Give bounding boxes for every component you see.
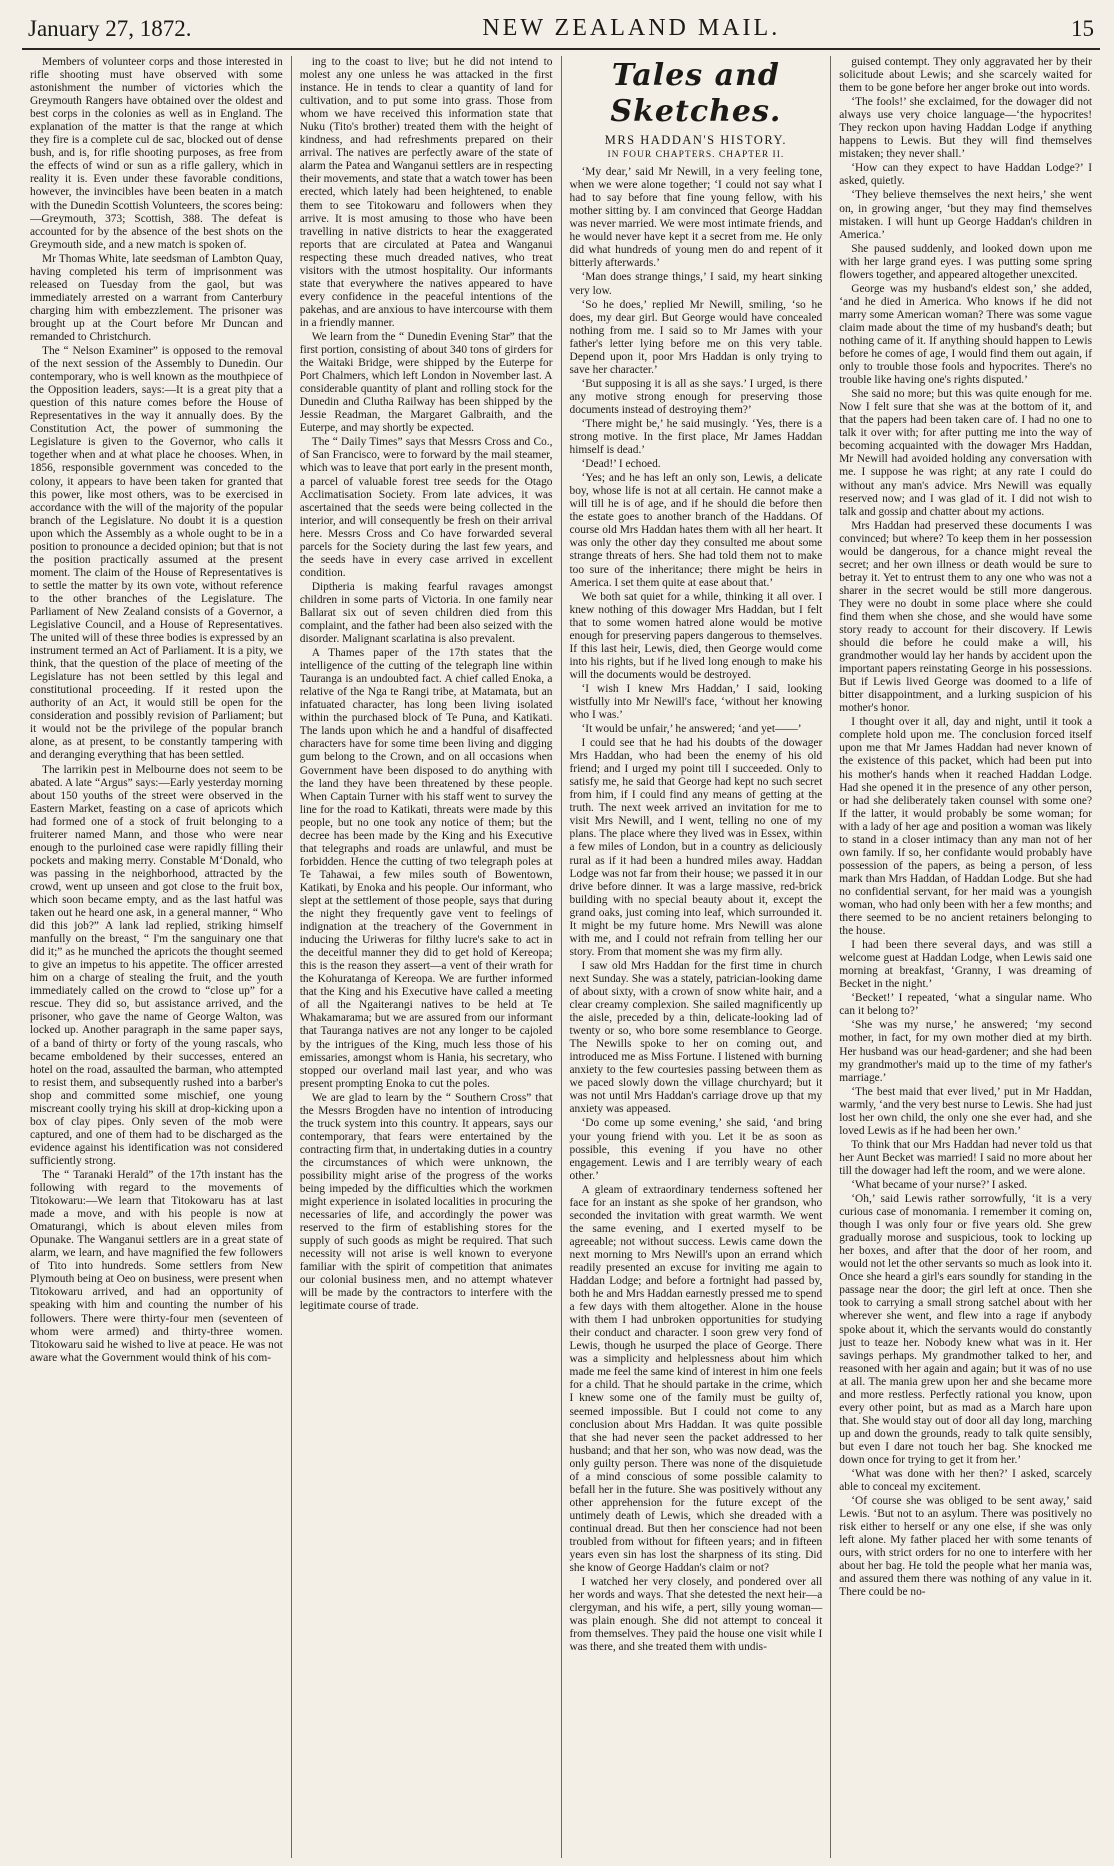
story-paragraph: To think that our Mrs Haddan had never told us that her Aunt Becket was married! I said no more about her till the dowager had left the room, and we were alone. (839, 1138, 1092, 1177)
story-paragraph: ‘There might be,’ he said musingly. ‘Yes, there is a strong motive. In the first place, Mr James Haddan himself is dead.’ (569, 417, 823, 457)
story-paragraph: ‘My dear,’ said Mr Newill, in a very feeling tone, when we were alone together; ‘I could not say what I had to say before that fine young fellow, with his mother sitting by. I am convinced that George Haddan was never married. We were most intimate friends, and he would never have kept it a secret from me. He only did what hundreds of young men do and repent of it bitterly afterwards.’ (569, 166, 823, 270)
story-paragraph: I saw old Mrs Haddan for the first time in church next Sunday. She was a stately, patrician-looking dame of about sixty, with a crown of snow white hair, and a clear creamy complexion. She sailed magnificently up the aisle, preceded by a thin, delicate-looking lad of twenty or so, who bore some resemblance to George. The Newills spoke to her on coming out, and introduced me as Miss Fortune. I listened with burning anxiety to the few courtesies passing between them as we paced slowly down the village churchyard; but it was not until Mrs Haddan's carriage drove up that my anxiety was appeased. (569, 959, 823, 1116)
masthead (22, 0, 1100, 50)
article-paragraph: We are glad to learn by the “ Southern Cross” that the Messrs Brogden have no intention of introducing the truck system into this country. It appears, says our contemporary, that fears were entertained by the contracting firm that, in undertaking duties in a country the circumstances of which were unknown, the possibility might arise of the progress of the works being impeded by the difficulties which the workmen might experience in isolated localities in procuring the necessaries of life, and accordingly the power was reserved to the firm of establishing stores for the supply of such goods as might be required. That such necessity will not arise is well known to everyone familiar with the spirit of competition that animates our colonial business men, and no attempt whatever will be made by the contractors to interfere with the legitimate course of trade. (299, 1091, 553, 1313)
article-paragraph: The “ Nelson Examiner” is opposed to the removal of the next session of the Assembly to Dunedin. Our contemporary, who is well known as the mouthpiece of the Opposition leaders, says:—It is a great pity that a question of this nature comes before the House of Representatives in the way it annually does. By the Constitution Act, the power of summoning the Legislature is given to the Governor, who calls it together when and at what place he chooses. When, in 1856, responsible government was conceded to the colony, it appears to have been taken for granted that this power, like most others, was to be exercised in accordance with the will of the majority of the popular branch of the Legislature. No doubt it is a question upon which the Assembly as a whole ought to be in a position to pronounce a decided opinion; but that is not the position practically assumed at the present moment. The claim of the House of Representatives is to settle the matter by its own vote, without reference to the other branches of the Legislature. The Parliament of New Zealand consists of a Governor, a Legislative Council, and a House of Representatives. The united will of these three bodies is expressed by an instrument termed an Act of Parliament. It is a pity, we think, that the question of the place of meeting of the Legislature has not been settled by this legal and constitutional proceeding. If it rested upon the authority of an Act, it would still be open for the consideration and possibly revision of Parliament; but it would not be the privilege of the popular branch alone, as at present, to be constantly tampering with and deranging everything that has been settled. (30, 345, 283, 762)
story-paragraph: I thought over it all, day and night, until it took a complete hold upon me. The conclusion forced itself upon me that Mr James Haddan had never known of the existence of this packet, which had been put into his mother's hands when it reached Haddan Lodge. Had she opened it in the presence of any other person, or had she deliberately taken counsel with some one? If the latter, it would probably be some woman; for with a lady of her age and position a woman was likely to stand in a closer intimacy than any man not of her own family. If so, her confidante would probably have possession of the papers, as being a person, of less mark than Mrs Haddan, of Haddan Lodge. But she had no confidential servant, for her maid was a youngish woman, who had only been with her a few months; and there seemed to be no ancient retainers belonging to the house. (839, 716, 1093, 938)
story-paragraph: We both sat quiet for a while, thinking it all over. I knew nothing of this dowager Mrs Haddan, but I felt that to some women hatred alone would be motive enough for preserving papers dangerous to themselves. If this last heir, Lewis, died, then George would come into his rights, but if he lived long enough to make his will the documents would be destroyed. (569, 590, 823, 681)
columns (22, 50, 1100, 1858)
story-paragraph: ‘The fools!’ she exclaimed, for the dowager did not always use very choice language—‘the hypocrites! They reckon upon having Haddan Lodge if anything happens to Lewis. But they will find themselves mistaken; they never shall.’ (839, 96, 1092, 161)
story-paragraph: I could see that he had his doubts of the dowager Mrs Haddan, who had been the enemy of his old friend; and I urged my point till I succeeded. Only to satisfy me, he said that George had kept no such secret from him, if I could find any means of getting at the truth. The next week arrived an invitation for me to visit Mrs Newill, and I went, telling no one of my plans. The place where they lived was in Essex, within a few miles of London, but in a country as deliciously rural as if it had been a hundred miles away. Haddan Lodge was not far from their house; we passed it in our drive before dinner. It was a large massive, red-brick building with no special beauty about it, except the grand oaks, just coming into leaf, which surrounded it. It might be my future home. Mrs Newill was alone with me, and I could not refrain from telling her our story. From that moment she was my firm ally. (569, 737, 823, 958)
story-subtitle: IN FOUR CHAPTERS. CHAPTER II. (607, 150, 785, 161)
issue-date: January 27, 1872. (28, 16, 192, 41)
story-paragraph: ‘What was done with her then?’ I asked, scarcely able to conceal my excitement. (839, 1468, 1092, 1494)
article-paragraph: Mr Thomas White, late seedsman of Lambton Quay, having completed his term of imprisonment was released on Tuesday from the gaol, but was immediately arrested on a warrant from Canterbury charging him with embezzlement. The prisoner was brought up at the Court before Mr Duncan and remanded to Christchurch. (30, 252, 283, 343)
article-paragraph: ing to the coast to live; but he did not intend to molest any one unless he was attacked in the first instance. He in tends to clear a quantity of land for cultivation, and to put some into grass. Those from whom we have received this information state that Nuku (Tito's brother) treated them with the height of kindness, and had refreshments prepared on their arrival. The natives are perfectly aware of the state of alarm the Patea and Wanganui settlers are in respecting their movements, and state that a watch tower has been erected, which lately had been heightened, to enable them to see Titokowaru and followers when they arrive. It is most amusing to those who have been travelling in native districts to hear the exaggerated reports that are circulated at Patea and Wanganui respecting these much dreaded natives, who treat visitors with the utmost hospitality. Our informants state that everywhere the natives appeared to have every confidence in the peaceful intentions of the pakehas, and are anxious to have intercourse with them in a friendly manner. (299, 56, 553, 329)
story-continuation (839, 56, 1092, 1599)
story-paragraph: ‘I wish I knew Mrs Haddan,’ I said, looking wistfully into Mr Newill's face, ‘without her knowing who I was.’ (569, 682, 823, 722)
section-heading: Tales and Sketches. (610, 58, 782, 129)
story-paragraph: ‘But supposing it is all as she says.’ I urged, is there any motive strong enough for preserving those documents instead of destroying them?’ (569, 377, 823, 416)
story-paragraph: ‘So he does,’ replied Mr Newill, smiling, ‘so he does, my dear girl. But George would have concealed nothing from me. I said so to Mr James with your father's letter lying before me on this very table. Depend upon it, poor Mrs Haddan is only trying to save her character.’ (569, 298, 823, 376)
story-paragraph: She said no more; but this was quite enough for me. Now I felt sure that she was at the bottom of it, and that the papers had been taken care of. I had no one to talk it over with; for after putting me into the way of becoming acquainted with the dowager Mrs Haddan, Mr Newill had avoided holding any conversation with me. I suppose he was right; at any rate I could do without any man's advice. Mrs Newill was equally reserved now; and I was glad of it. I did not wish to talk and gossip and chatter about my actions. (839, 388, 1092, 518)
story-paragraph: Mrs Haddan had preserved these documents I was convinced; but where? To keep them in her possession would be dangerous, for a chance might reveal the secret; and her own illness or death would be sure to betray it. Yet to entrust them to any one who was not a sharer in the secret would be still more dangerous. They were no doubt in some place where she could find them when she chose, and she would have some story ready to account for their discovery. If Lewis should die before he could make a will, his grandmother would lay her hands by accident upon the important papers reinstating George in his possessions. But if Lewis lived George was doomed to a life of bitter disappointment, and a lurking suspicion of his mother's honor. (839, 519, 1092, 715)
story-paragraph: ‘Becket!’ I repeated, ‘what a singular name. Who can it belong to?’ (839, 992, 1092, 1018)
story-paragraph: George was my husband's eldest son,’ she added, ‘and he died in America. Who knows if he did not marry some American woman? There was some vague claim made about the time of my husband's death; but nothing came of it. If anything should happen to Lewis before he comes of age, I would find them out again, if only to trouble those fools and hypocrites. There's no trouble like having one's rights disputed.’ (839, 282, 1092, 387)
story-paragraph: I watched her very closely, and pondered over all her words and ways. That she detested the next heir—a clergyman, and his wife, a pert, silly young woman—was plain enough. She did not attempt to conceal it from themselves. They paid the house one visit while I was there, and she treated them with undis- (569, 1576, 823, 1654)
story-paragraph: ‘Yes; and he has left an only son, Lewis, a delicate boy, whose life is not at all certain. He cannot make a will till he is of age, and if he should die before then the estate goes to another branch of the Haddans. Of course old Mrs Haddan hates them with all her heart. It was only the other day they consulted me about some strange threats of hers. She had told them not to make too sure of the inheritance; there might be heirs in America. I set them quite at ease about that.’ (569, 472, 823, 589)
story-paragraph: ‘It would be unfair,’ he answered; ‘and yet——’ (581, 723, 802, 736)
story-paragraph: ‘She was my nurse,’ he answered; ‘my second mother, in fact, for my own mother died at my birth. Her husband was our head-gardener; and she had been my grandmother's maid up to the time of my father's marriage.’ (839, 1019, 1092, 1084)
story-paragraph: A gleam of extraordinary tenderness softened her face for an instant as she spoke of her grandson, who seconded the invitation with great warmth. We went the same evening, and I exerted myself to be agreeable; not without success. Lewis came down the next morning to Mrs Newill's upon an errand which readily presented an excuse for inviting me again to Haddan Lodge; and before a fortnight had passed by, both he and Mrs Haddan earnestly pressed me to spend a few days with them altogether. Alone in the house with them I had unbroken opportunities for studying their conduct and character. I soon grew very fond of Lewis, though he usurped the place of George. There was a simplicity and helplessness about him which made me feel the same kind of interest in him one feels for a child. That he should partake in the crime, which I knew some one of the family must be guilty of, seemed impossible. But I could not come to any conclusion about Mrs Haddan. It was quite possible that she had never seen the packet addressed to her husband; and that her son, who was now dead, was the only guilty person. There was none of the disquietude of a mind conscious of some possible calamity to befall her in the future. She was positively without any other apprehension for the future except of the untimely death of Lewis, which she dreaded with a continual dread. But then her conscience had not been troubled from without for fifteen years; and in fifteen years even sin has lost the sharpness of its sting. Did she know of George Haddan's claim or not? (569, 1183, 823, 1575)
column-3 (561, 56, 831, 1858)
story-paragraph: ‘Do come up some evening,’ she said, ‘and bring your young friend with you. Let it be as soon as possible, this evening if you have no other engagement. Lewis and I are terribly weary of each other.’ (569, 1117, 823, 1182)
article-paragraph: Members of volunteer corps and those interested in rifle shooting must have observed with some astonishment the number of victories which the Greymouth Rangers have obtained over the oldest and best corps in the colonies as well as in England. The explanation of the matter is that the range at which they fire is a complete cul de sac, blocked out of dense bush, and is, for rifle shooting purposes, as free from the effects of wind or sun as a rifle gallery, which in reality it is. Even under these favorable conditions, however, the invincibles have been beaten in a match with the Dunedin Scottish Volunteers, the scores being:—Greymouth, 373; Scottish, 388. The defeat is accounted for by the absence of the best shots on the Greymouth side, and a new match is spoken of. (30, 56, 283, 251)
column-4 (830, 56, 1100, 1858)
story-paragraph: ‘Of course she was obliged to be sent away,’ said Lewis. ‘But not to an asylum. There was positively no risk either to herself or any one else, if she was only left alone. My father placed her with some tenants of ours, with strict orders for no one to interfere with her about her bag. He told the people what her mania was, and assured them there was nothing of any value in it. There could be no- (839, 1495, 1092, 1599)
story-paragraph: ‘Dead!’ I echoed. (581, 458, 661, 471)
newspaper-title: NEW ZEALAND MAIL. (482, 15, 781, 41)
article-paragraph: Diptheria is making fearful ravages amongst children in some parts of Victoria. In one family near Ballarat six out of seven children died from this complaint, and the father had been also seized with the disorder. Malignant scarlatina is also prevalent. (299, 580, 553, 646)
story-body (570, 166, 823, 1654)
page-number: 15 (1071, 16, 1094, 41)
story-paragraph: ‘How can they expect to have Haddan Lodge?’ I asked, quietly. (839, 162, 1092, 188)
story-paragraph: ‘They believe themselves the next heirs,’ she went on, in growing anger, ‘but they may find themselves mistaken. I will hunt up George Haddan's children in America.’ (839, 189, 1092, 241)
story-paragraph: ‘Oh,’ said Lewis rather sorrowfully, ‘it is a very curious case of monomania. I remember it coming on, though I was only four or five years old. She grew gradually morose and suspicious, took to locking up her boxes, and after that the door of her room, and would not let the other servants so much as look into it. Once she heard a girl's ears soundly for standing in the passage near the door; the girl left at once. Then she took to carrying a small strong satchel about with her wherever she went, and flew into a rage if anybody spoke about it, which the servants would do constantly just to teaze her. Nobody knew what was in it. Her savings perhaps. My grandmother talked to her, and reasoned with her again and again; but it was of no use at all. The mania grew upon her and she became more and more restless. Perfectly rational you know, upon every other point, but as mad as a March hare upon that. She would stay out of door all day long, marching up and down the grounds, ready to talk quite sensibly, but even I dare not touch her bag. She knocked me down once for trying to get it from her.’ (839, 1193, 1092, 1466)
story-paragraph: ‘Man does strange things,’ I said, my heart sinking very low. (569, 271, 823, 297)
story-paragraph: I had been there several days, and was still a welcome guest at Haddan Lodge, when Lewis said one morning at breakfast, ‘Granny, I was dreaming of Becket in the night.’ (839, 939, 1092, 991)
column-1 (22, 56, 291, 1858)
story-paragraph: She paused suddenly, and looked down upon me with her large grand eyes. I was putting some spring flowers together, and appeared altogether unexcited. (839, 242, 1092, 281)
article-paragraph: A Thames paper of the 17th states that the intelligence of the cutting of the telegraph line within Tauranga is an undoubted fact. A chief called Enoka, a relative of the Nga te Rangi tribe, at Matamata, but an infatuated character, has long been living isolated within the purchased block of Te Puna, and Katikati. The lands upon which he and a handful of disaffected characters have for some time been living and digging gum belong to the Crown, and on all occasions when Government have been disposed to do anything with the land they have been threatened by these people. When Captain Turner with his staff went to survey the line for the road to Katikati, threats were made by this people, but no one took any notice of them; but the decree has been made by the King and his Executive that telegraphs and roads are unlawful, and must be forbidden. Hence the cutting of two telegraph poles at Te Tahawai, a few miles south of Bowentown, Katikati, by Enoka and his people. Our informant, who slept at the settlement of those people, says that during the night they frequently gave vent to feelings of indignation at the treachery of the Government in inducing the Uriweras for filthy lucre's sake to act in the deceitful manner they did to get hold of Kereopa; this is the reason they assert—a vent of their wrath for the Kohuratanga of Kereopa. We are further informed that the King and his Executive have called a meeting of all the Ngaiterangi natives to be held at Te Whakamarama; but we are assured from our informant that Tauranga natives are not any longer to be cajoled by the intrigues of the King, much less those of his emissaries, amongst whom is Hania, his secretary, who stopped our overland mail last year, and who was present prompting Enoka to cut the poles. (299, 647, 553, 1090)
article-paragraph: The “ Daily Times” says that Messrs Cross and Co., of San Francisco, were to forward by the mail steamer, which was to leave that port early in the present month, a parcel of valuable forest tree seeds for the Otago Acclimatisation Society. From late advices, it was ascertained that the seeds were being collected in the interior, and will consequently be fresh on their arrival here. Messrs Cross and Co have forwarded several parcels for the Society during the last few years, and the seeds have in every case arrived in excellent condition. (299, 436, 553, 579)
story-paragraph: guised contempt. They only aggravated her by their solicitude about Lewis; and she scarcely waited for them to be gone before her anger broke out into words. (839, 56, 1092, 95)
article-paragraph: The “ Taranaki Herald” of the 17th instant has the following with regard to the movements of Titokowaru:—We learn that Titokowaru has at last made a move, and with his people is now at Omaturangi, which is about eleven miles from Opunake. The Wanganui settlers are in a great state of alarm, we learn, and have magnified the few followers of Tito into hundreds. Some settlers from New Plymouth being at Oeo on business, were present when Titokowaru arrived, and had an opportunity of speaking with him and counting the number of his followers. There were thirty-four men (seventeen of whom were armed) and thirty-three women. Titokowaru said he wished to live at peace. He was not aware what the Government would think of his com- (30, 1168, 283, 1364)
column-2 (291, 56, 561, 1858)
story-paragraph: ‘The best maid that ever lived,’ put in Mr Haddan, warmly, ‘and the very best nurse to Lewis. She had just lost her own child, the only one she ever had, and she loved Lewis as if he had been her own.’ (839, 1085, 1092, 1137)
story-paragraph: ‘What became of your nurse?’ I asked. (851, 1178, 1028, 1191)
article-paragraph: We learn from the “ Dunedin Evening Star” that the first portion, consisting of about 340 tons of girders for the Waitaki Bridge, were shipped by the Euterpe for Port Chalmers, which left London in November last. A considerable quantity of plant and rolling stock for the Dunedin and Clutha Railway has been shipped by the Jessie Readman, the Margaret Galbraith, and the Euterpe, and may shortly be expected. (299, 330, 553, 435)
story-title: MRS HADDAN'S HISTORY. (604, 133, 788, 147)
article-paragraph: The larrikin pest in Melbourne does not seem to be abated. A late “Argus” says:—Early yesterday morning about 150 youths of the street were observed in the Eastern Market, feasting on a case of apricots which had formed one of a stock of fruit belonging to a fruiterer named Mann, and those who were near enough to the purloined case were rapidly filling their pockets and making merry. Constable M‘Donald, who was passing in the neighborhood, attracted by the crowd, went up unseen and got close to the fruit box, which soon became empty, and as the last hatful was taken out he heard one ask, in a general manner, “ Who did this job?” A lank lad replied, striking himself manfully on the breast, “ I'm the sanguinary one that did it;” as he munched the apricots the thought seemed to give an impetus to his appetite. The officer arrested him on a charge of stealing the fruit, and the youth immediately called on the crowd to “close up” for a rescue. They did so, but assistance arrived, and the prisoner, who gave the name of George Walton, was locked up. Another paragraph in the same paper says, of a band of thirty or forty of the young rascals, who became emboldened by their successes, entered an hotel on the road, assaulted the barman, who attempted to resist them, and subsequently rushed into a barber's shop and committed some mischief, one young miscreant coolly trying his skill at drop-kicking upon a box of clay pipes. Only seven of the mob were captured, and one of them had to be discharged as the evidence against his identification was not considered sufficiently strong. (30, 763, 283, 1167)
